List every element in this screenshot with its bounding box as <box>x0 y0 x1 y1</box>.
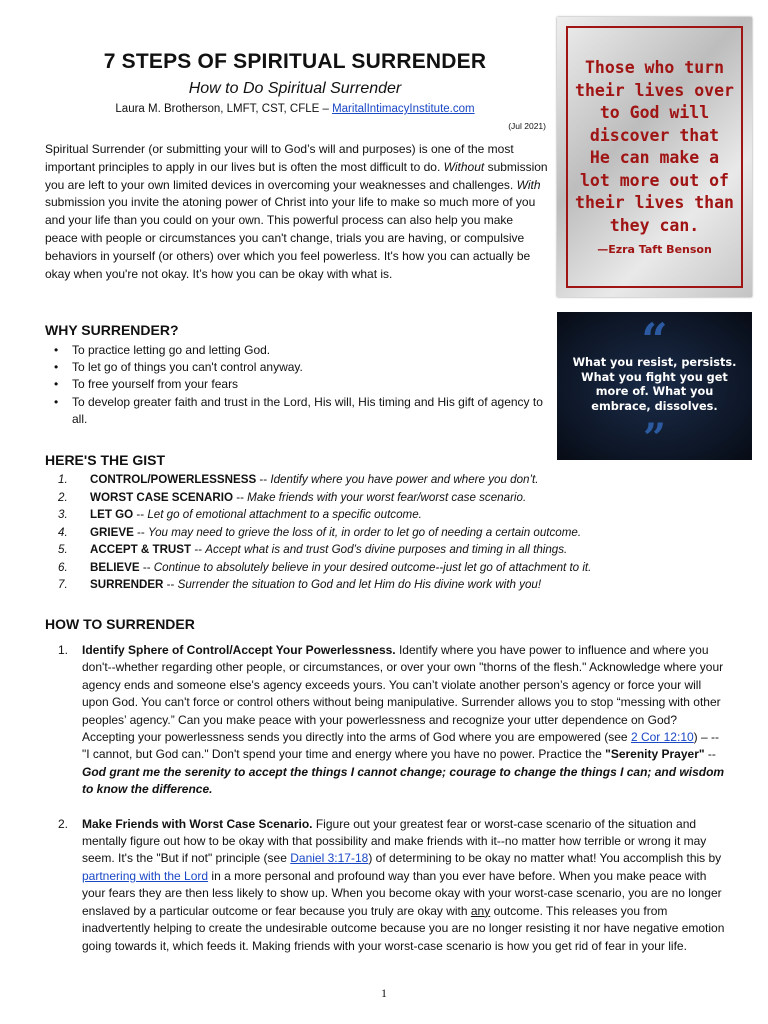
quote-line: What you fight you get <box>581 370 728 384</box>
list-item <box>45 576 665 594</box>
underlined-any: any <box>470 903 491 918</box>
quote-line: their lives than <box>575 193 734 212</box>
step-label: GRIEVE <box>90 525 134 539</box>
step-text: Continue to absolutely believe in your desired outcome--just let go of attachment to it. <box>153 560 592 574</box>
serenity-prayer-text: God grant me the serenity to accept the things I cannot change; courage to change the things I can; and wisdom to know the difference. <box>82 764 725 797</box>
author-name: Laura M. Brotherson, LMFT, CST, CFLE – <box>115 103 333 115</box>
item-number: 7. <box>58 578 68 591</box>
quote-text <box>565 356 744 414</box>
list-item <box>45 506 665 524</box>
step-text: You may need to grieve the loss of it, in order to let go of needing a certain outcome. <box>147 525 582 539</box>
separator: -- <box>139 560 154 574</box>
separator: -- <box>133 508 148 521</box>
website-link[interactable]: MaritalIntimacyInstitute.com <box>332 103 475 115</box>
quote-line: Those who turn <box>584 58 725 77</box>
intro-paragraph <box>45 141 549 283</box>
item-number: 4. <box>58 525 68 539</box>
separator: -- <box>191 543 206 556</box>
intro-without: Without <box>443 159 485 174</box>
step-label: SURRENDER <box>90 578 164 591</box>
item-number: 5. <box>58 543 68 556</box>
separator: -- <box>704 747 716 762</box>
resist-persists-quote-image <box>557 312 752 460</box>
page-title: 7 STEPS OF SPIRITUAL SURRENDER <box>103 50 487 73</box>
intro-text-2: submission you are left to your own limited devices in overcoming your weaknesses and challenges. <box>45 159 548 192</box>
item-number: 2. <box>58 490 68 504</box>
list-item <box>45 471 665 489</box>
quote-line: lot more out of <box>579 170 729 190</box>
quote-text <box>557 57 752 237</box>
list-item: • To develop greater faith and trust in the Lord, His will, His timing and His gift of agency to all. <box>72 394 552 428</box>
item-text: ) of determining to be okay no matter what! You accomplish this by <box>368 851 722 866</box>
item-number: 1. <box>58 643 69 657</box>
list-item <box>45 642 725 799</box>
close-quote-icon: ” <box>642 415 666 462</box>
step-text: Surrender the situation to God and let Him do His divine work with you! <box>177 578 542 591</box>
list-item: • To free yourself from your fears <box>72 376 552 393</box>
step-label: WORST CASE SCENARIO <box>90 490 233 504</box>
page-subtitle: How to Do Spiritual Surrender <box>188 80 402 97</box>
step-text: Accept what is and trust God’s divine purposes and timing in all things. <box>205 543 568 556</box>
item-number: 6. <box>58 560 68 574</box>
separator: -- <box>256 473 271 486</box>
step-text: Make friends with your worst fear/worst case scenario. <box>247 490 527 504</box>
quote-line: He can make a <box>589 148 720 167</box>
quote-line: to God will <box>599 103 710 122</box>
serenity-prayer-label: "Serenity Prayer" <box>605 747 705 762</box>
item-title: Identify Sphere of Control/Accept Your Powerlessness. <box>82 643 396 657</box>
document-date: (Jul 2021) <box>508 121 546 131</box>
page-number: 1 <box>381 986 387 1000</box>
how-to-surrender-list <box>45 642 725 955</box>
quote-line: What you resist, persists. <box>572 356 737 369</box>
list-item <box>45 541 665 559</box>
item-text: ) – -- "I cannot, but God can." Don't spend your time and energy where you have no power. Practice the <box>82 730 720 762</box>
quote-line: more of. What you <box>595 385 714 398</box>
list-item <box>45 489 665 507</box>
step-label: LET GO <box>90 508 134 521</box>
list-item: • To practice letting go and letting God. <box>72 342 552 359</box>
scripture-link[interactable]: Daniel 3:17-18 <box>290 851 369 866</box>
step-label: BELIEVE <box>90 560 140 574</box>
list-item <box>45 816 725 955</box>
gist-list <box>45 471 665 594</box>
quote-author: —Ezra Taft Benson <box>597 243 712 256</box>
why-surrender-heading: WHY SURRENDER? <box>45 322 179 338</box>
separator: -- <box>233 490 248 504</box>
why-surrender-list <box>45 342 552 428</box>
item-text: Figure out your greatest fear or worst-case scenario of the situation and mentally figure out how to be okay with that possibility and make friends with it--no matter how terrible or wrong it may seem. It's the "But if not" principle (see <box>82 816 707 866</box>
item-title: Make Friends with Worst Case Scenario. <box>82 816 313 831</box>
step-text: Identify where you have power and where you don’t. <box>270 473 539 486</box>
item-number: 1. <box>58 473 68 486</box>
list-item <box>45 559 665 577</box>
how-to-surrender-heading: HOW TO SURRENDER <box>45 616 195 632</box>
intro-text-1: Spiritual Surrender (or submitting your will to God’s will and purposes) is one of the most important principles to apply in our lives but is often the most difficult to do. <box>45 142 514 174</box>
separator: -- <box>133 525 148 539</box>
quote-line: they can. <box>609 215 700 235</box>
author-line <box>45 103 545 115</box>
list-item: • To let go of things you can't control anyway. <box>72 359 552 376</box>
item-text: Identify where you have power to influence and where you don't--whether regarding other people, or circumstances, or over your own "thorns of the flesh." Acknowledge where your agency ends and someone else's agency exceeds yours. You can’t violate another person’s agency or force your will upon God. You can't force or control others without being manipulative. Surrender allows you to stop “messing with other peoples’ agency.” Can you make peace with your powerlessness and recognize your utter dependence on God? Accepting your powerlessness sends you directly into the arms of God where you are empowered (see <box>82 643 724 745</box>
quote-line: embrace, dissolves. <box>591 399 718 413</box>
quote-line: discover that <box>589 125 720 145</box>
partnering-link[interactable]: partnering with the Lord <box>82 868 209 883</box>
item-number: 3. <box>58 508 68 521</box>
item-text: outcome. This releases you from inadvertently helping to create the undesirable outcome because you are no longer resisting it nor have negative emotion going towards it, which feeds it. Making friends with your worst-case scenario is how you get rid of fear in your life. <box>82 903 725 953</box>
intro-text-3: submission you invite the atoning power of Christ into your life to make so much more of you and your life than you could on your own. This powerful process can also help you make peace with people or circumstances you can't change, trials you are having, or compulsive behaviors in yourself (or others) over which you feel powerless. It's how you can actually be okay when you're not okay. It’s how you can be okay with what is. <box>45 195 536 281</box>
scripture-link[interactable]: 2 Cor 12:10 <box>630 730 694 745</box>
intro-with: With <box>516 177 541 192</box>
item-text: in a more personal and profound way than you ever have before. When you make peace with your fears they are then less likely to show up. When you become okay with your worst-case scenario, you are no longer enslaved by a particular outcome or fear because you truly are okay with <box>82 868 722 918</box>
item-number: 2. <box>58 816 69 831</box>
step-label: ACCEPT & TRUST <box>90 543 192 556</box>
separator: -- <box>163 578 178 591</box>
list-item <box>45 524 665 542</box>
step-label: CONTROL/POWERLESSNESS <box>90 473 257 486</box>
step-text: Let go of emotional attachment to a specific outcome. <box>147 508 422 521</box>
benson-quote-image <box>557 17 752 297</box>
quote-line: their lives over <box>575 80 734 100</box>
gist-heading: HERE'S THE GIST <box>45 452 166 468</box>
open-quote-icon: “ <box>641 313 668 367</box>
